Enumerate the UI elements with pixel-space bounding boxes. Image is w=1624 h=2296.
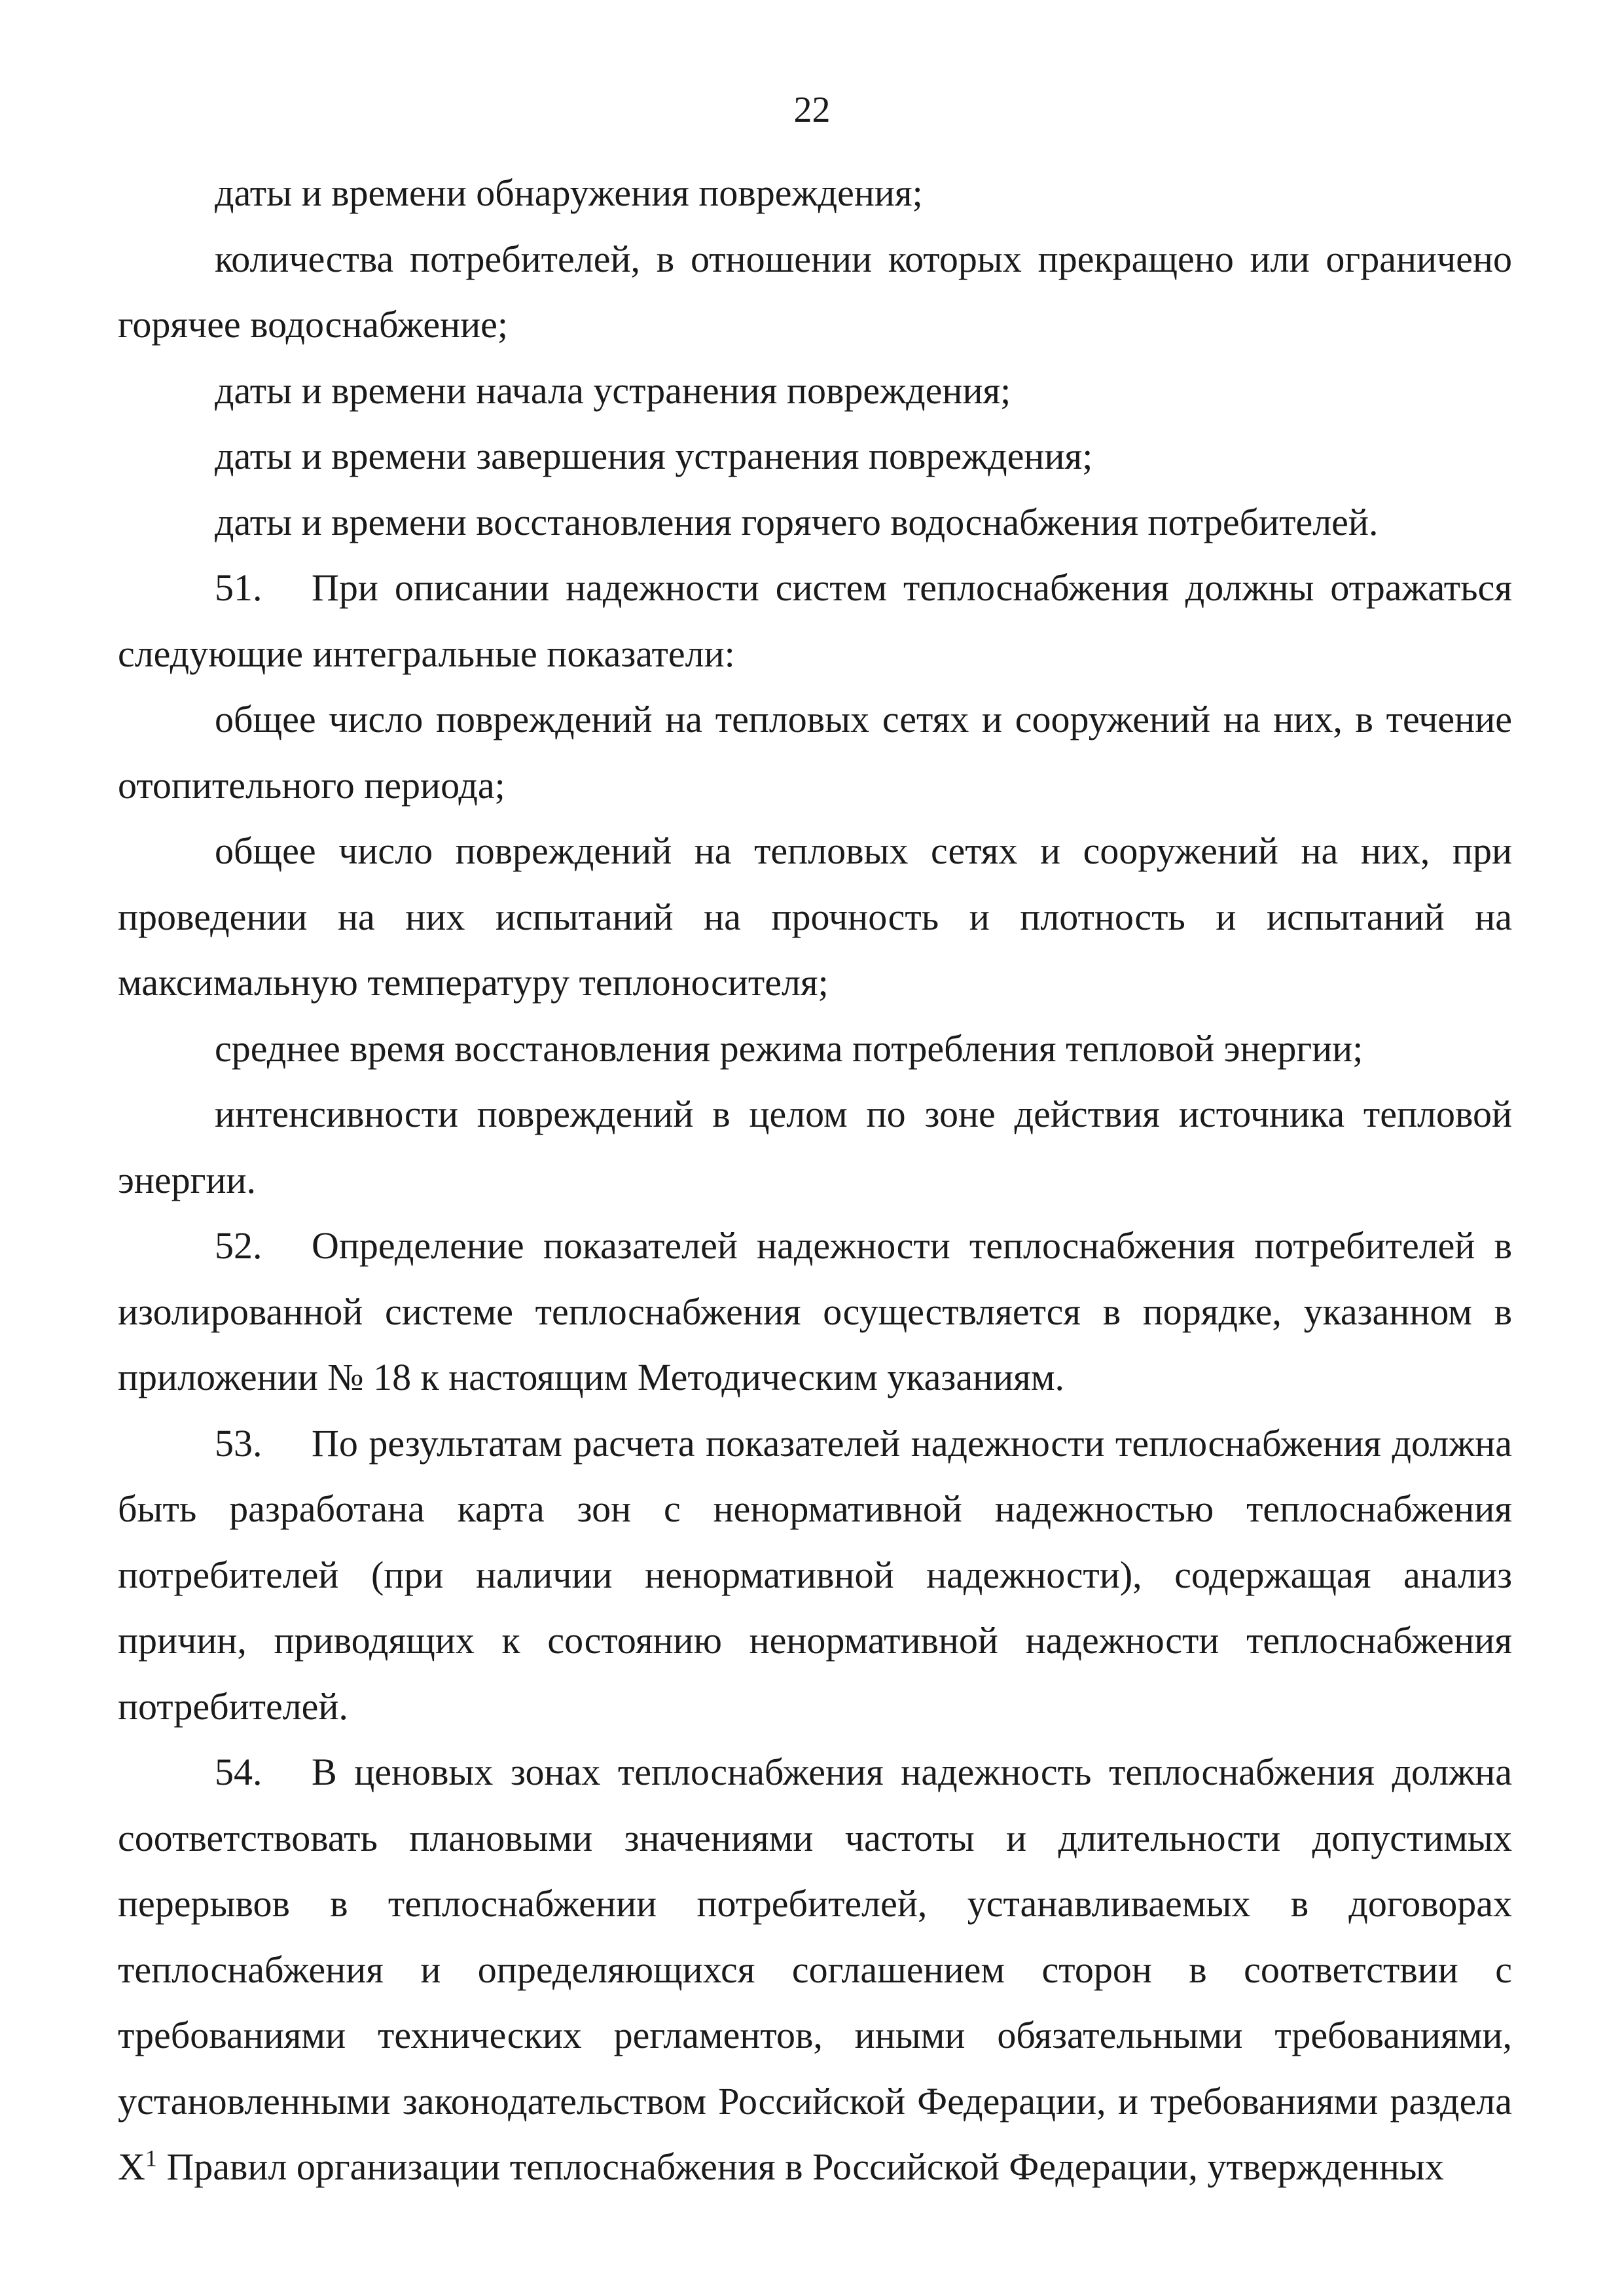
paragraph-number: 54. xyxy=(215,1751,262,1793)
paragraph-number: 51. xyxy=(215,566,262,609)
paragraph-text: При описании надежности систем теплоснабжения должны отражаться следующие интегральные показатели: xyxy=(118,566,1512,675)
paragraph-text: общее число повреждений на тепловых сетях и сооружений на них, при проведении на них испытаний на прочность и плотность и испытаний на максимальную температуру теплоносителя; xyxy=(118,829,1512,1004)
section-x-superscript: 1 xyxy=(145,2145,157,2172)
paragraph-53 xyxy=(118,1411,1512,1740)
paragraph-54 xyxy=(118,1740,1512,2200)
paragraph-number: 53. xyxy=(215,1421,262,1465)
paragraph-text: интенсивности повреждений в целом по зоне действия источника тепловой энергии. xyxy=(118,1093,1512,1201)
paragraph-text: Правил организации теплоснабжения в Российской Федерации, утвержденных xyxy=(166,2145,1444,2188)
paragraph-text: даты и времени обнаружения повреждения; xyxy=(215,172,923,214)
paragraph-text: Определение показателей надежности теплоснабжения потребителей в изолированной системе теплоснабжения осуществляется в порядке, указанном в приложении № 18 к настоящим Методическим указаниям. xyxy=(118,1224,1512,1398)
page-number: 22 xyxy=(793,90,831,130)
paragraph-restoration xyxy=(118,490,1512,556)
paragraph-total-damages-tests xyxy=(118,818,1512,1016)
paragraph-consumer-count xyxy=(118,227,1512,358)
paragraph-text: общее число повреждений на тепловых сетях и сооружений на них, в течение отопительного периода; xyxy=(118,698,1512,807)
paragraph-average-recovery xyxy=(118,1016,1512,1082)
paragraph-text: даты и времени начала устранения повреждения; xyxy=(215,369,1011,412)
paragraph-52 xyxy=(118,1213,1512,1411)
paragraph-text: среднее время восстановления режима потребления тепловой энергии; xyxy=(215,1027,1363,1070)
paragraph-text: даты и времени завершения устранения повреждения; xyxy=(215,435,1093,477)
paragraph-date-detection xyxy=(118,160,1512,227)
paragraph-text: В ценовых зонах теплоснабжения надежность теплоснабжения должна соответствовать плановыми значениями частоты и длительности допустимых перерывов в теплоснабжении потребителей, устанавливаемых в договорах теплоснабжения и определяющихся соглашением сторон в соответствии с требованиями технических регламентов, иными обязательными требованиями, установленными законодательством Российской Федерации, и требованиями раздела xyxy=(118,1751,1512,2123)
paragraph-text: количества потребителей, в отношении которых прекращено или ограничено горячее водоснабжение; xyxy=(118,237,1512,346)
paragraph-damage-intensity xyxy=(118,1082,1512,1213)
paragraph-text: даты и времени восстановления горячего водоснабжения потребителей. xyxy=(215,500,1379,543)
paragraph-repair-end xyxy=(118,424,1512,490)
paragraph-text: По результатам расчета показателей надежности теплоснабжения должна быть разработана карта зон с ненормативной надежностью теплоснабжения потребителей (при наличии ненормативной надежности), содержащая анализ причин, приводящих к состоянию ненормативной надежности теплоснабжения потребителей. xyxy=(118,1421,1512,1728)
paragraph-51 xyxy=(118,555,1512,687)
paragraph-repair-start xyxy=(118,358,1512,424)
paragraph-number: 52. xyxy=(215,1224,262,1267)
section-x-letter: X xyxy=(118,2145,145,2188)
document-body xyxy=(118,160,1512,2200)
paragraph-total-damages-season xyxy=(118,687,1512,818)
